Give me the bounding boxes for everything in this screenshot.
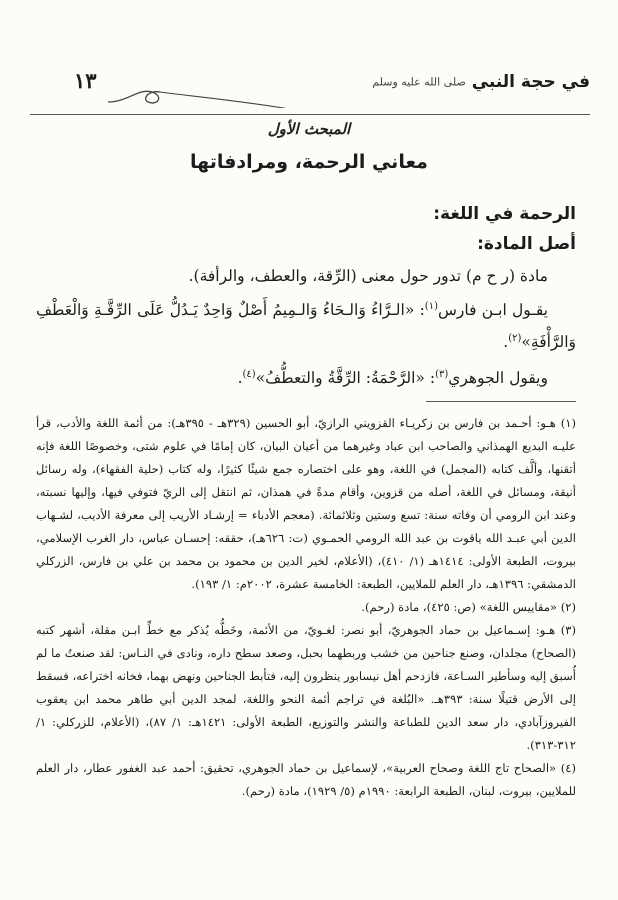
running-header xyxy=(30,70,590,115)
footnote-1: (١) هـو: أحـمد بن فارس بن زكريـاء القزويني الرازيّ، أبو الحسين (٣٢٩هـ - ٣٩٥هـ): من أئمة اللغة والأدب، قرأ عليـه البديع الهمذاني والصاحب ابن عباد وغيرهما من أعيان البيان، كان إمامًا في علوم شتى، وخصوصًا اللغة فإنه أتقنها، وألَّف كتابه (المجمل) في اللغة، وهو على اختصاره جمع شيئًا كثيرًا، وله كتاب (حلية الفقهاء)، وله رسائل أنيقة، ومسائل في اللغة، أصله من قزوين، وأقام مدةً في همذان، ثم انتقل إلى الريّ فتوفي فيها، وإليها نسبته، وعند ابن الرومي أن وفاته سنة: تسع وستين وثلاثمائة. (معجم الأدباء = إرشـاد الأريب إلى معرفة الأديب، لشـهاب الدين أبي عبـد الله ياقوت بن عبد الله الرومي الحمـوي (ت: ٦٢٦هـ)، حققه: إحسـان عباس، دار الغرب الإسلامي، بيروت، الطبعة الأولى: ١٤١٤هـ (١/ ٤١٠)، (الأعلام، لخير الدين بن محمود بن محمد بن علي بن فارس، الزركلي الدمشقي: ١٣٩٦هـ، دار العلم للملايين، الطبعة: الخامسة عشرة، ٢٠٠٢م: ١/ ١٩٣). xyxy=(36,416,576,591)
pbuh-calligraphy: صلى الله عليه وسلم xyxy=(372,75,466,89)
punctuation: . xyxy=(237,369,243,387)
body-line-root: مادة (ر ح م) تدور حول معنى (الرِّقة، والعطف، والرأفة). xyxy=(188,267,548,285)
footnotes xyxy=(36,412,576,803)
jawhari-quote: : «الرَّحْمَةُ: الرِّقَّةُ والتعطُّفُ» xyxy=(255,369,436,387)
footnote-ref-1[interactable]: (١) xyxy=(424,300,438,312)
running-title xyxy=(372,72,590,92)
footnote-ref-3[interactable]: (٣) xyxy=(435,368,449,380)
body-line-ibn-faris xyxy=(36,298,548,322)
ibn-faris-quote-end: وَالرَّأْفَةِ» xyxy=(521,333,576,351)
heading-lexical-meaning: الرحمة في اللغة: xyxy=(433,204,576,224)
ibn-faris-quote: : «الـرَّاءُ وَالـحَاءُ وَالـمِيمُ أَصْلٌ وَاحِدٌ يَـدُلُّ عَلَى الرِّقَّـةِ وَالْعَطْفِ xyxy=(36,301,425,319)
ibn-faris-intro: يقـول ابـن فارس xyxy=(437,301,548,319)
body-line-ibn-faris-cont xyxy=(36,330,576,354)
body-line-jawhari xyxy=(36,366,548,390)
footnote-2: (٢) «مقاييس اللغة» (ص: ٤٢٥)، مادة (رحم). xyxy=(361,600,576,614)
section-title: معاني الرحمة، ومرادفاتها xyxy=(190,151,428,173)
footnote-ref-2[interactable]: (٢) xyxy=(508,332,522,344)
section-label: المبحث الأول xyxy=(267,120,351,138)
jawhari-intro: ويقول الجوهري xyxy=(448,369,548,387)
footnote-separator xyxy=(426,401,576,402)
punctuation: . xyxy=(503,333,509,351)
header-flourish-ornament xyxy=(108,78,308,108)
footnote-4: (٤) «الصحاح تاج اللغة وصحاح العربية»، لإسماعيل بن حماد الجوهري، تحقيق: أحمد عبد الغفور عطار، دار العلم للملايين، بيروت، لبنان، الطبعة الرابعة: ١٩٩٠م (٥/ ١٩٢٩)، مادة (رحم). xyxy=(36,761,576,798)
footnote-3: (٣) هـو: إسـماعيل بن حماد الجوهريّ، أبو نصر: لغـويّ، من الأئمة، وخَطُّه يُذكر مع خطِّ ابـن مقلة، أشهر كتبه (الصحاح) مجلدان، وصنع جناحين من خشب وربطهما بحبل، وصعد سطح داره، ونادى في النـاس: لقد صنعتُ ما لم أُسبق إليه وسأطير السـاعة، فازدحم أهل نيسابور ينظرون إليه، فتأبط الجناحين ونهض بهما، فخانه اختراعه، فسقط إلى الأرض قتيلًا سنة: ٣٩٣هـ. «البُلغة في تراجم أئمة النحو واللغة، لمجد الدين أبي طاهر محمد ابن يعقوب الفيروزآبادي، دار سعد الدين للطباعة والنشر والتوزيع، الطبعة الأولى: ١٤٢١هـ: ١/ ٨٧)، (الأعلام، للزركلي: ١/ ٣١٢-٣١٣). xyxy=(36,623,576,752)
running-title-text: في حجة النبي xyxy=(471,72,590,92)
footnote-ref-4[interactable]: (٤) xyxy=(242,368,256,380)
page-number: ١٣ xyxy=(74,68,97,93)
heading-root-origin: أصل المادة: xyxy=(477,234,576,254)
